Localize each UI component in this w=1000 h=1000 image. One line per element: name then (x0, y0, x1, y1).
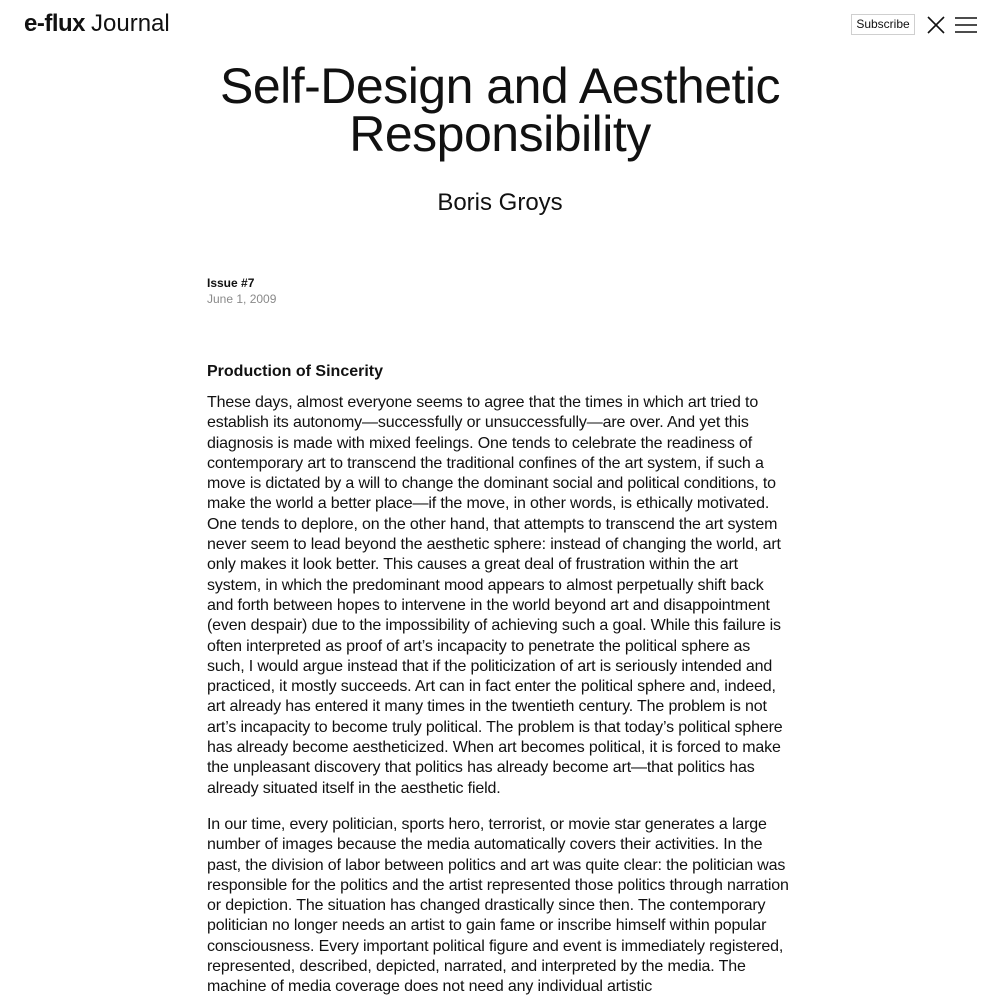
article-author[interactable]: Boris Groys (437, 189, 563, 216)
section-heading: Production of Sincerity (207, 363, 384, 380)
article-paragraph: In our time, every politician, sports hero, terrorist, or movie star generates a large number of images because the media automatically covers their activities. In the past, the division of labor between politics and art was quite clear: the politician was responsible for the politics and the artist represented those politics through narration or depiction. The situation has changed drastically since then. The contemporary politician no longer needs an artist to gain fame or inscribe himself within popular consciousness. Every important political figure and event is immediately registered, represented, described, depicted, narrated, and interpreted by the media. The machine of media coverage does not need any individual artistic (207, 815, 789, 996)
article-paragraph: These days, almost everyone seems to agree that the times in which art tried to establish its autonomy—successfully or unsuccessfully—are over. And yet this diagnosis is made with mixed feelings. One tends to celebrate the readiness of contemporary art to transcend the traditional confines of the art system, if such a move is dictated by a will to change the dominant social and political conditions, to make the world a better place—if the move, in other words, is ethically motivated. One tends to deplore, on the other hand, that attempts to transcend the art system never seem to lead beyond the aesthetic sphere: instead of changing the world, art only makes it look better. This causes a great deal of frustration within the art system, in which the predominant mood appears to almost perpetually shift back and forth between hopes to intervene in the world beyond art and disappointment (even despair) due to the impossibility of achieving such a goal. While this failure is often interpreted as proof of art’s incapacity to penetrate the political sphere as such, I would argue instead that if the politicization of art is seriously intended and practiced, it mostly succeeds. Art can in fact enter the political sphere and, indeed, art already has entered it many times in the twentieth century. The problem is not art’s incapacity to become truly political. The problem is that today’s political sphere has already become aestheticized. When art becomes political, it is forced to make the unpleasant discovery that politics has already become art—that politics has already situated itself in the aesthetic field. (207, 394, 783, 797)
close-icon (924, 13, 948, 37)
article-title: Self-Design and Aesthetic Responsibility (219, 58, 781, 162)
article-body (207, 362, 791, 1000)
site-logo[interactable] (24, 9, 170, 39)
hamburger-menu-icon (954, 13, 978, 37)
logo-brand: e-flux (24, 10, 86, 37)
publish-date: June 1, 2009 (207, 292, 277, 306)
close-button[interactable] (924, 13, 948, 37)
site-header (0, 0, 1000, 50)
subscribe-button[interactable]: Subscribe (851, 14, 915, 35)
logo-section: Journal (91, 10, 170, 37)
issue-link[interactable]: Issue #7 (207, 276, 255, 290)
menu-button[interactable] (954, 13, 978, 37)
